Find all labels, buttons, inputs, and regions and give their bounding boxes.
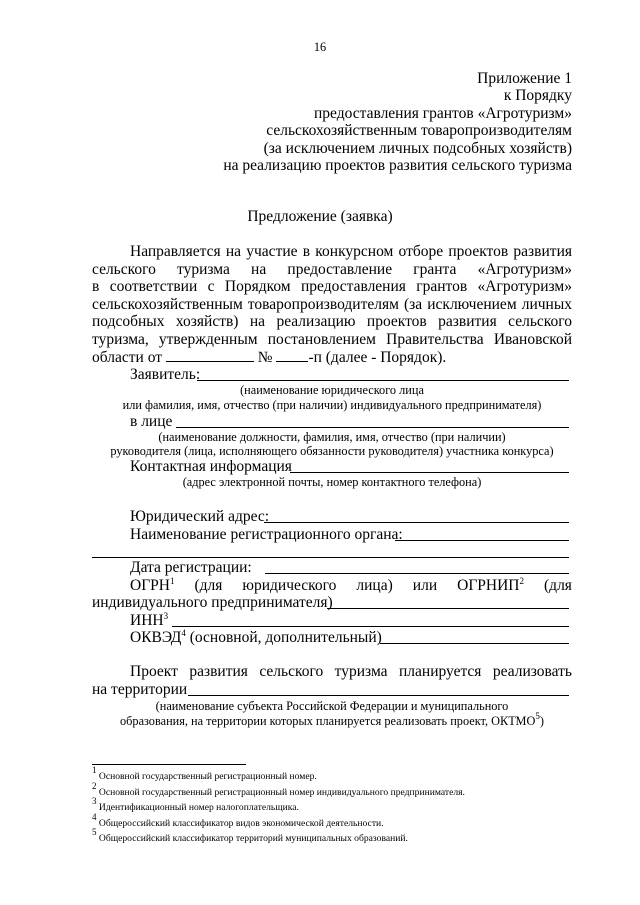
contact-hint: (адрес электронной почты, номер контактного телефона) — [182, 475, 482, 489]
project-line-2: на территории — [92, 681, 188, 698]
inn-field[interactable] — [172, 626, 569, 627]
represented-hint-1: (наименование должности, фамилия, имя, отчество (при наличии) — [158, 430, 506, 444]
ogrn-word-4: лица) — [356, 577, 393, 594]
ogrn-field[interactable] — [327, 608, 569, 609]
reg-authority-field[interactable] — [395, 540, 569, 541]
footnote-ref-3: 3 — [163, 611, 169, 621]
project-hint-2-text: образования, на территории которых планируется реализовать проект, ОКТМО — [120, 714, 536, 728]
footnote-ref-1: 1 — [169, 576, 175, 586]
footnote-ref-5: 5 — [535, 711, 540, 721]
footnote-1 — [92, 765, 317, 783]
footnote-4 — [92, 812, 384, 830]
okved-suffix: (основной, дополнительный) — [189, 629, 382, 646]
contact-field[interactable] — [290, 472, 569, 473]
inn-label — [130, 612, 168, 630]
intro-line-5: подсобных хозяйств) на реализацию проектов развития сельского — [92, 313, 572, 330]
document-title: Предложение (заявка) — [247, 208, 393, 225]
ogrn-word-3: юридического — [242, 577, 337, 594]
represented-label: в лице — [130, 413, 173, 430]
ogrn-row — [130, 577, 572, 595]
intro-line-3: в соответствии с Порядком предоставления грантов «Агротуризм» — [92, 278, 572, 295]
footnote-text: Общероссийский классификатор видов экономической деятельности. — [98, 818, 384, 829]
inn-text: ИНН — [130, 612, 164, 629]
ogrn-word-2: (для — [194, 577, 223, 594]
ogrn-line-2: индивидуального предпринимателя) — [92, 594, 333, 611]
represented-field[interactable] — [176, 427, 569, 428]
intro-date-prefix: области от — [92, 349, 163, 366]
applicant-hint-1: (наименование юридического лица — [240, 383, 424, 397]
footnote-separator — [92, 764, 246, 765]
intro-line-4: сельскохозяйственным товаропроизводителям (за исключением личных — [92, 296, 572, 313]
project-hint-1: (наименование субъекта Российской Федерации и муниципального — [155, 699, 509, 713]
ogrn-text: ОГРН — [130, 577, 170, 594]
ogrnip-text: ОГРНИП — [457, 577, 520, 594]
project-hint-2-end: ) — [539, 714, 544, 728]
footnote-number: 3 — [92, 796, 97, 806]
ogrn-word-7: (для — [544, 577, 572, 594]
ogrn-label — [130, 577, 174, 595]
appendix-line-2: к Порядку — [503, 87, 572, 104]
page-number: 16 — [313, 40, 327, 54]
reg-authority-field-continued[interactable] — [92, 557, 569, 558]
applicant-label: Заявитель: — [130, 366, 201, 383]
footnote-number: 5 — [92, 827, 97, 837]
applicant-field[interactable] — [197, 380, 569, 381]
footnote-2 — [92, 781, 465, 799]
footnote-text: Идентификационный номер налогоплательщика. — [98, 802, 299, 813]
reg-authority-label: Наименование регистрационного органа: — [130, 526, 403, 543]
appendix-line-3: предоставления грантов «Агротуризм» — [313, 105, 572, 122]
applicant-hint-2: или фамилия, имя, отчество (при наличии) индивидуального предпринимателя) — [122, 398, 542, 412]
footnote-number: 1 — [92, 765, 97, 775]
appendix-line-4: сельскохозяйственным товаропроизводителям — [266, 122, 572, 139]
footnote-text: Общероссийский классификатор территорий муниципальных образований. — [98, 833, 408, 844]
okved-field[interactable] — [380, 643, 569, 644]
footnote-3 — [92, 796, 299, 814]
project-hint-2 — [92, 711, 572, 729]
footnote-number: 2 — [92, 781, 97, 791]
represented-hint-2: руководителя (лица, исполняющего обязанности руководителя) участника конкурса) — [110, 444, 554, 458]
appendix-line-6: на реализацию проектов развития сельского туризма — [223, 157, 572, 174]
ogrn-word-5: или — [412, 577, 438, 594]
project-territory-field[interactable] — [188, 695, 569, 696]
reg-date-field[interactable] — [265, 573, 569, 574]
reg-date-label: Дата регистрации: — [130, 559, 252, 576]
footnote-ref-2: 2 — [519, 576, 524, 586]
intro-number-sign: № — [257, 349, 273, 366]
intro-line-1: Направляется на участие в конкурсном отборе проектов развития — [130, 243, 572, 260]
intro-line-7 — [92, 348, 446, 367]
decree-number-field[interactable] — [276, 348, 308, 362]
footnote-number: 4 — [92, 812, 97, 822]
appendix-line-1: Приложение 1 — [477, 70, 572, 87]
decree-date-field[interactable] — [166, 348, 254, 362]
footnote-text: Основной государственный регистрационный номер индивидуального предпринимателя. — [98, 787, 465, 798]
footnote-ref-4: 4 — [181, 628, 186, 638]
appendix-line-5: (за исключением личных подсобных хозяйств) — [263, 140, 572, 157]
contact-label: Контактная информация — [130, 458, 292, 475]
intro-line-2: сельского туризма на предоставление гранта «Агротуризм» — [92, 261, 572, 278]
legal-address-label: Юридический адрес: — [130, 508, 270, 525]
project-line-1: Проект развития сельского туризма планируется реализовать — [130, 663, 572, 680]
intro-line-6: туризма, утвержденным постановлением Правительства Ивановской — [92, 331, 572, 348]
intro-line-7-suffix: -п (далее - Порядок). — [308, 349, 447, 366]
okved-label — [130, 629, 382, 647]
footnote-text: Основной государственный регистрационный номер. — [98, 771, 317, 782]
footnote-5 — [92, 827, 408, 845]
ogrnip-label — [457, 577, 524, 595]
okved-text: ОКВЭД — [130, 629, 182, 646]
legal-address-field[interactable] — [264, 522, 569, 523]
